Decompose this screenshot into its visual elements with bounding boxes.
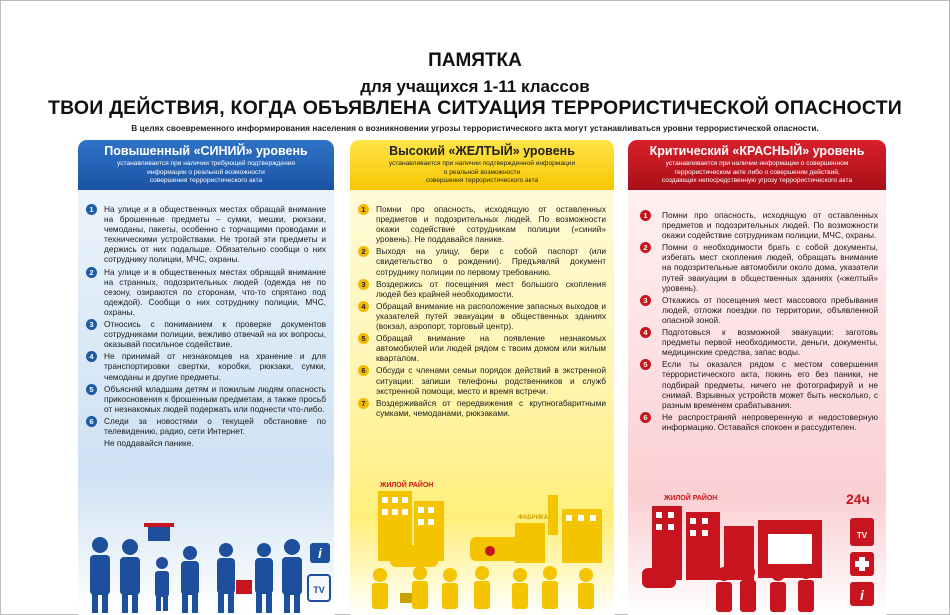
yellow-illustration [350,482,614,615]
number-badge-3: 3 [358,279,369,290]
number-badge-1: 1 [86,204,97,215]
list-item: 1 На улице и в общественных местах обращай внимание на брошенные предметы – сумки, мешки, рюкзаки, чемоданы, пакеты, особенно с торчащими проводами и техническими устройствами. Не трогай эти предметы и держись от них подальше. Обязательно сообщи о них сотруднику полиции, МЧС, охраны. [86,204,326,265]
city-district-illustration [350,475,614,615]
svg-text:TV: TV [313,585,325,595]
svg-text:ЖИЛОЙ РАЙОН: ЖИЛОЙ РАЙОН [664,495,718,502]
list-item: 4 Не принимай от незнакомцев на хранение и для транспортировки свертки, коробки, рюкзаки, сумки, чемоданы и другие предметы. [86,351,326,381]
poster-title: ПАМЯТКА [428,50,522,71]
number-badge-3: 3 [86,319,97,330]
number-badge-4: 4 [358,301,369,312]
list-item: 6 Следи за новостями о текущей обстановке по телевидению, радио, сети Интернет. [86,416,326,436]
list-item: 6 Обсуди с членами семьи порядок действий в экстренной ситуации: запиши телефоны родственников и служб экстренной помощи, место и время встречи. [358,365,606,395]
yellow-level-column [350,140,614,615]
list-item: 6 Не распространяй непроверенную и недостоверную информацию. Оставайся спокоен и рассудителен. [636,412,878,432]
red-illustration [628,491,886,615]
blue-level-header [78,140,334,190]
yellow-items-list [358,204,606,420]
svg-text:i: i [318,545,322,561]
list-item: 7 Воздерживайся от передвижения с крупногабаритными сумками, чемоданами, рюкзаками. [358,398,606,418]
yellow-level-desc-2: о реальной возможности [443,168,521,176]
yellow-level-desc-3: совершения террористического акта [425,177,539,184]
number-badge-7: 7 [358,398,369,409]
red-level-desc-3: создающих непосредственную угрозу террористического акта [661,177,853,184]
list-item: 2 На улице и в общественных местах обращай внимание на странных, подозрительных людей (одежда не по сезону, озираются по сторонам, что-то спрятано под одеждой). Сообщи о них сотруднику полиции, МЧС, охраны. [86,267,326,317]
number-badge-5: 5 [86,384,97,395]
number-badge-2: 2 [640,242,651,253]
poster-audience: для учащихся 1-11 классов [360,77,590,96]
blue-level-title: Повышенный «СИНИЙ» уровень [104,144,308,158]
red-level-column [628,140,886,615]
red-level-header [628,140,886,190]
red-items-list [636,210,878,434]
poster-intro: В целях своевременного информирования населения о возникновении угрозы террористического акта могут устанавливаться уровни террористической опасности. [131,123,819,133]
number-badge-1: 1 [358,204,369,215]
number-badge-6: 6 [86,416,97,427]
number-badge-4: 4 [640,327,651,338]
number-badge-6: 6 [640,412,651,423]
number-badge-5: 5 [640,359,651,370]
yellow-level-desc-1: устанавливается при наличии подтвержденной информации [388,160,576,167]
svg-text:24ч: 24ч [846,491,870,507]
number-badge-6: 6 [358,365,369,376]
list-item: 4 Обращай внимание на расположение запасных выходов и указателей путей эвакуации в общественных зданиях (вокзал, аэропорт, торговый центр). [358,301,606,331]
yellow-level-header [350,140,614,190]
number-badge-4: 4 [86,351,97,362]
yellow-level-title: Высокий «ЖЕЛТЫЙ» уровень [389,144,575,158]
list-item: 2 Выходя на улицу, бери с собой паспорт (или свидетельство о рождении). Предъявляй документ сотруднику полиции по первому требованию. [358,246,606,276]
red-level-desc-2: террористическом акте либо о совершении действий, [674,168,840,176]
list-item: 5 Если ты оказался рядом с местом совершения террористического акта, покинь его без паники, не подбирай предметы, ничего не фотографируй и не снимай. Взрывных устройств может быть несколько, с разным временем срабатывания. [636,359,878,409]
list-item: 3 Относись с пониманием к проверке документов сотрудниками полиции, вежливо отвечай на их вопросы, оказывай посильное содействие. [86,319,326,349]
blue-level-column [78,140,334,615]
svg-text:i: i [860,587,864,603]
blue-items-list [86,204,326,450]
blue-level-desc-1: устанавливается при наличии требующей подтверждения [117,160,295,167]
list-item: 2 Помни о необходимости брать с собой документы, избегать мест скопления людей, обращать внимание на подозрительные автомобили около дома, указатели путей эвакуации в общественных зданиях («желтый» уровень). [636,242,878,292]
number-badge-2: 2 [86,267,97,278]
list-item: 1 Помни про опасность, исходящую от оставленных предметов и подозрительных людей. По возможности окажи содействие сотрудникам полиции, МЧС, охраны. [636,210,878,240]
evacuation-illustration [628,490,886,615]
red-level-title: Критический «КРАСНЫЙ» уровень [649,144,865,158]
list-item: 3 Воздержись от посещения мест большого скопления людей без крайней необходимости. [358,279,606,299]
number-badge-1: 1 [640,210,651,221]
number-badge-5: 5 [358,333,369,344]
list-item: Не поддавайся панике. [104,438,194,449]
blue-level-desc-2: информации о реальной возможности [147,168,265,176]
list-item: 1 Помни про опасность, исходящую от оставленных предметов и подозрительных людей. По возможности окажи содействие сотрудникам полиции («синий» уровень). Не поддавайся панике. [358,204,606,244]
list-item: 3 Откажись от посещения мест массового пребывания людей, отложи поездки по территории, объявленной опасной зоной. [636,295,878,325]
svg-text:TV: TV [856,531,868,540]
number-badge-2: 2 [358,246,369,257]
list-item: 5 Обращай внимание на появление незнакомых автомобилей или людей рядом с твоим домом или жилым кварталом. [358,333,606,363]
blue-illustration [78,505,334,615]
list-item: 4 Подготовься к возможной эвакуации: заготовь предметы первой необходимости, деньги, документы, медицинские средства, запас воды. [636,327,878,357]
svg-text:ЖИЛОЙ РАЙОН: ЖИЛОЙ РАЙОН [380,482,434,489]
list-item: 5 Объясняй младшим детям и пожилым людям опасность прикосновения к брошенным предметам, а также просьб от незнакомых людей подержать или поднести что-либо. [86,384,326,414]
poster-headline: ТВОИ ДЕЙСТВИЯ, КОГДА ОБЪЯВЛЕНА СИТУАЦИЯ ТЕРРОРИСТИЧЕСКОЙ ОПАСНОСТИ [47,97,902,119]
red-level-desc-1: устанавливается при наличии информации о совершенном [665,160,849,167]
blue-level-desc-3: совершения террористического акта [149,177,263,184]
svg-text:ФАБРИКА: ФАБРИКА [518,515,548,521]
police-crowd-illustration [78,505,334,615]
number-badge-3: 3 [640,295,651,306]
